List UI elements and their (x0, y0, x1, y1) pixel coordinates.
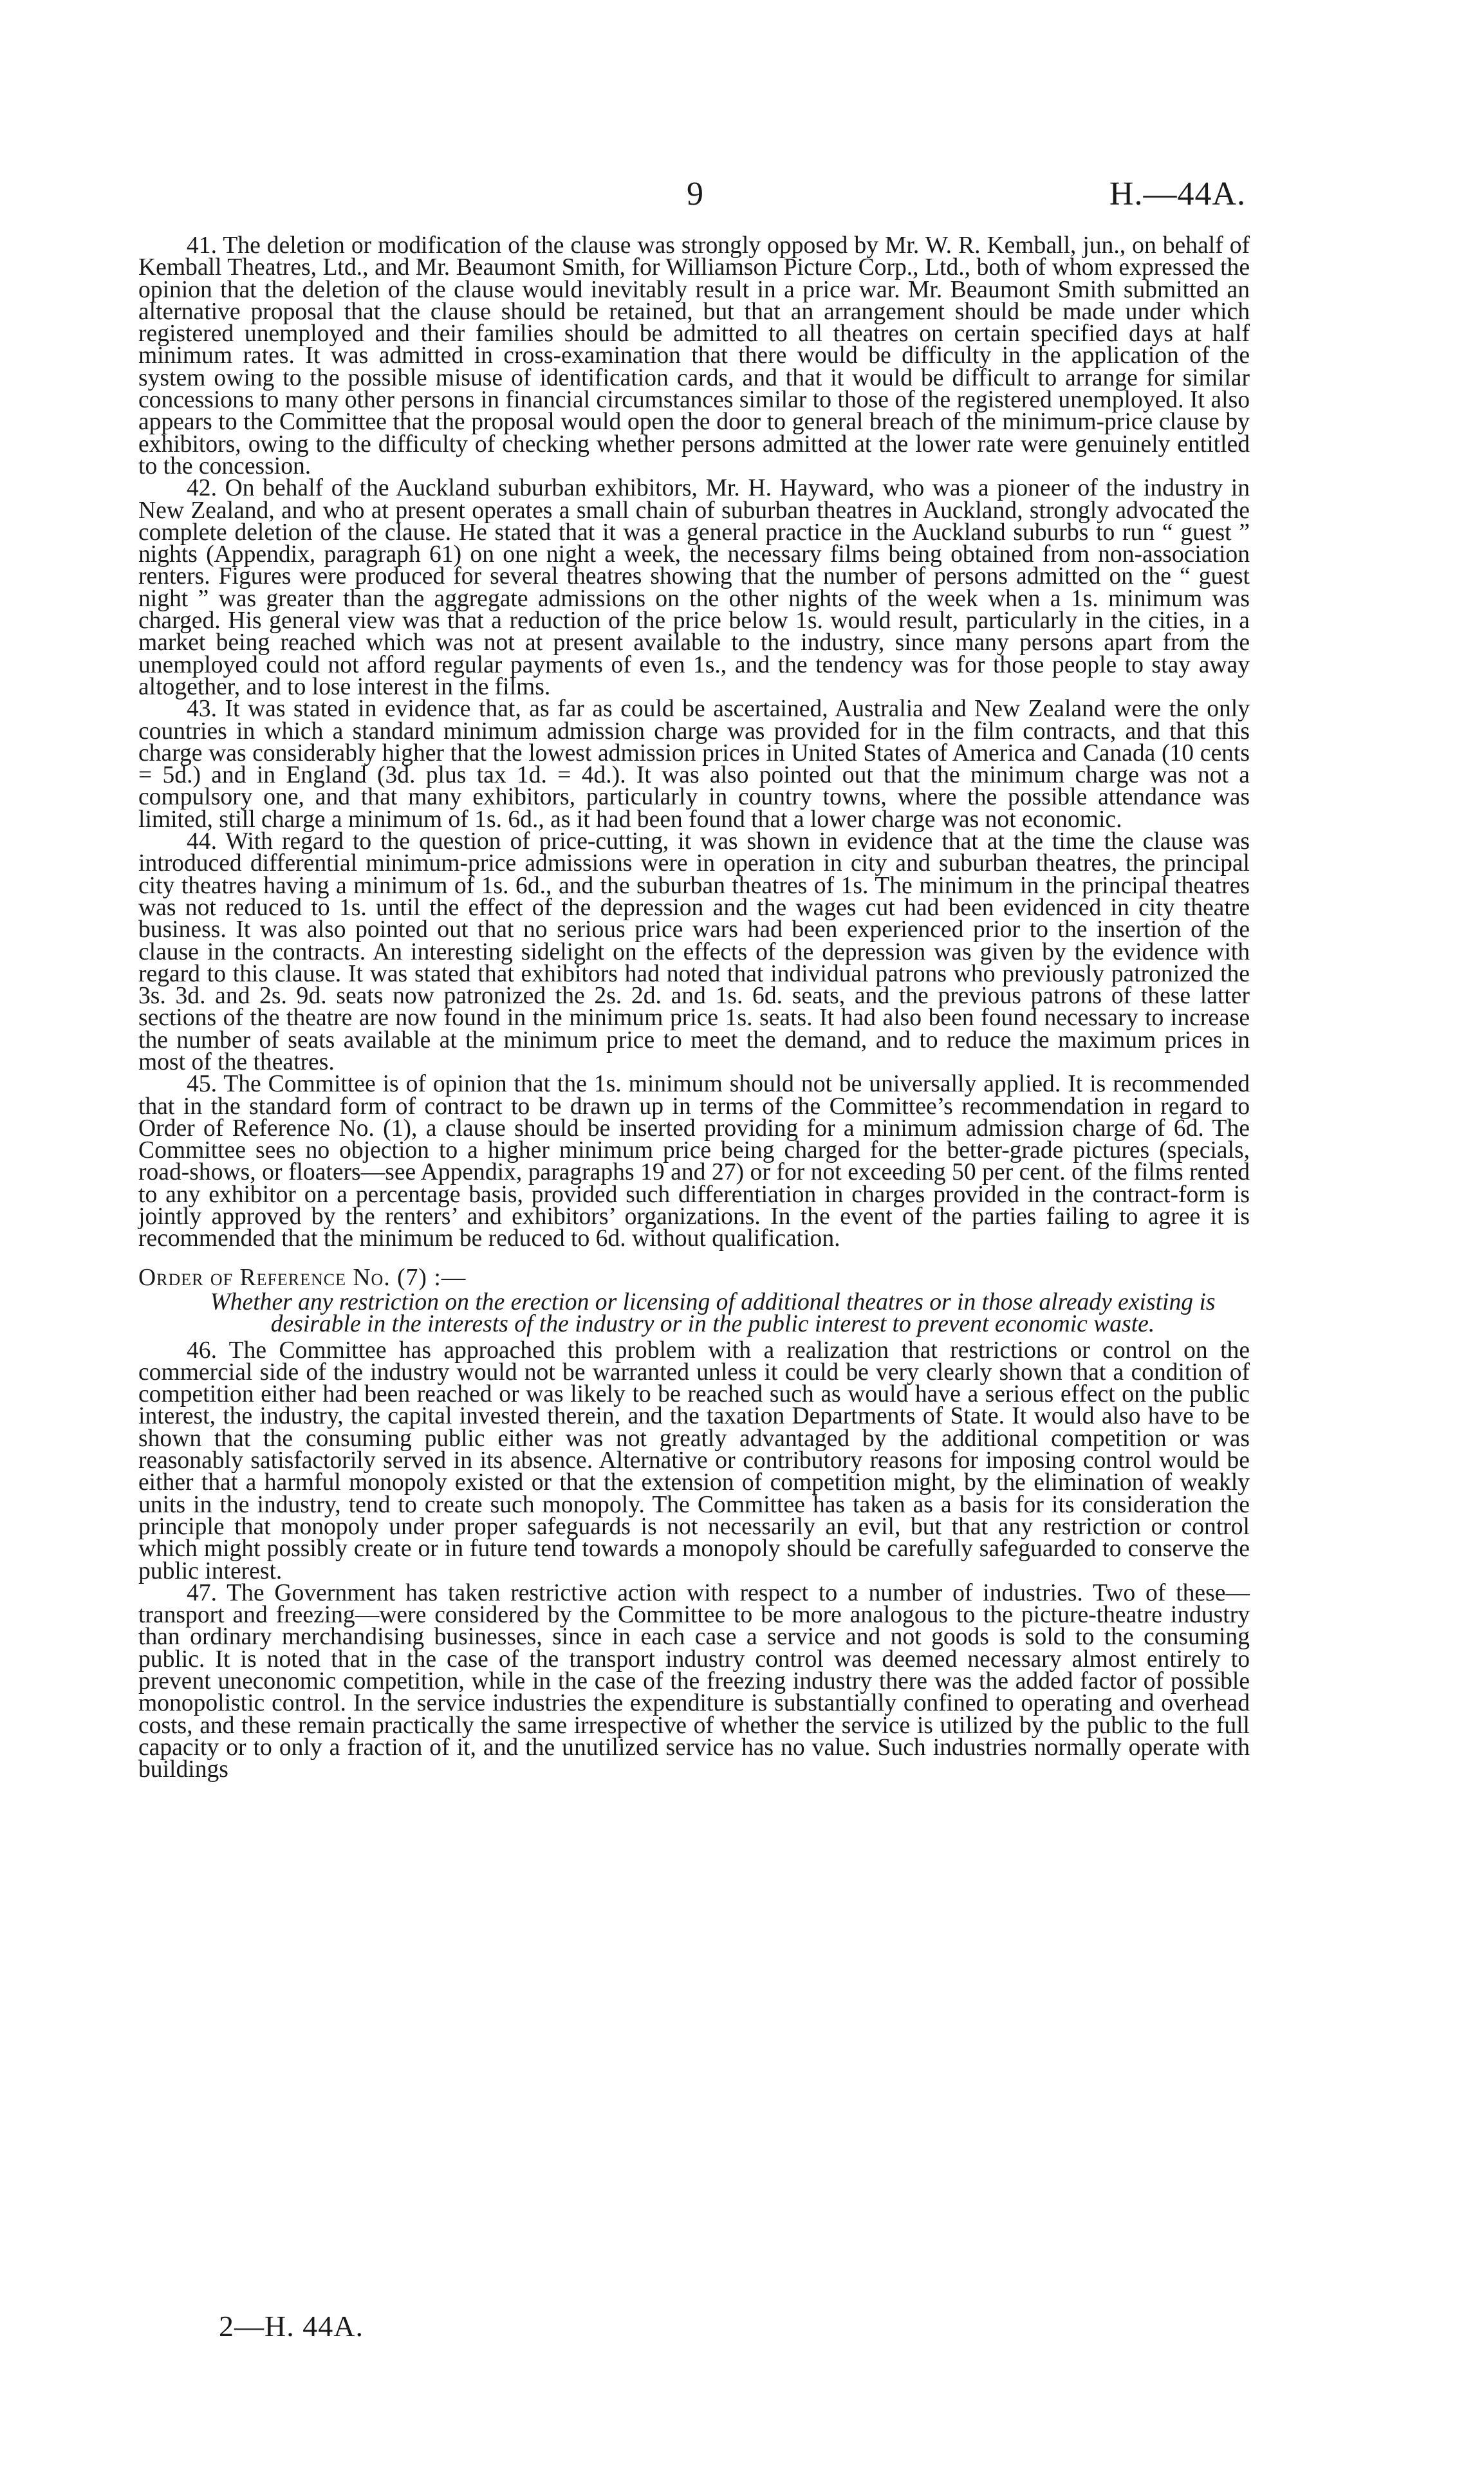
paragraph-46: 46. The Committee has approached this problem with a realization that restrictions or control on the commercial side of the industry would not be warranted unless it could be very clearly shown that a condition of competition either had been reached or was likely to be reached such as would have a serious effect on the public interest, the industry, the capital invested therein, and the taxation Departments of State. It would also have to be shown that the consuming public either was not greatly advantaged by the additional competition or was reasonably satisfactorily served in its absence. Alternative or contributory reasons for imposing control would be either that a harmful monopoly existed or that the extension of competition might, by the elimination of weakly units in the industry, tend to create such monopoly. The Committee has taken as a basis for its consideration the principle that monopoly under proper safeguards is not necessarily an evil, but that any restriction or control which might possibly create or in future tend towards a monopoly should be carefully safeguarded to conserve the public interest. (138, 1337, 1250, 1584)
document-body (138, 232, 1250, 1783)
paragraph-43: 43. It was stated in evidence that, as far as could be ascertained, Australia and New Zealand were the only countries in which a standard minimum admission charge was provided for in the film contracts, and that this charge was considerably higher that the lowest admission prices in United States of America and Canada (10 cents = 5d.) and in England (3d. plus tax 1d. = 4d.). It was also pointed out that the minimum charge was not a compulsory one, and that many exhibitors, particularly in country towns, where the possible attendance was limited, still charge a minimum of 1s. 6d., as it had been found that a lower charge was not economic. (138, 696, 1250, 833)
page-footer-signature: 2—H. 44A. (219, 2310, 364, 2342)
paragraph-45: 45. The Committee is of opinion that the 1s. minimum should not be universally applied. It is recommended that in the standard form of contract to be drawn up in terms of the Committee’s recommendation in regard to Order of Reference No. (1), a clause should be inserted providing for a minimum admission charge of 6d. The Committee sees no objection to a higher minimum price being charged for the better-grade pictures (specials, road-shows, or floaters—see Appendix, paragraphs 19 and 27) or for not exceeding 50 per cent. of the films rented to any exhibitor on a percentage basis, provided such differentiation in charges provided in the contract-form is jointly approved by the renters’ and exhibitors’ organizations. In the event of the parties failing to agree it is recommended that the minimum be reduced to 6d. without qualification. (138, 1071, 1250, 1252)
order-of-reference-question: Whether any restriction on the erection or licensing of additional theatres or in those already existing is desirable in the interests of the industry or in the public interest to prevent economic waste. (210, 1288, 1216, 1338)
page-header (0, 169, 1484, 220)
paragraph-44: 44. With regard to the question of price-cutting, it was shown in evidence that at the time the clause was introduced differential minimum-price admissions were in operation in city and suburban theatres, the principal city theatres having a minimum of 1s. 6d., and the suburban theatres of 1s. The minimum in the principal theatres was not reduced to 1s. until the effect of the depression and the wages cut had been evidenced in city theatre business. It was also pointed out that no serious price wars had been experienced prior to the insertion of the clause in the contracts. An interesting sidelight on the effects of the depression was given by the evidence with regard to this clause. It was stated that exhibitors had noted that individual patrons who previously patronized the 3s. 3d. and 2s. 9d. seats now patronized the 2s. 2d. and 1s. 6d. seats, and the previous patrons of these latter sections of the theatre are now found in the minimum price 1s. seats. It had also been found necessary to increase the number of seats available at the minimum price to meet the demand, and to reduce the maximum prices in most of the theatres. (138, 828, 1250, 1075)
page-number: 9 (687, 176, 703, 212)
paragraph-41: 41. The deletion or modification of the clause was strongly opposed by Mr. W. R. Kemball, jun., on behalf of Kemball Theatres, Ltd., and Mr. Beaumont Smith, for Williamson Picture Corp., Ltd., both of whom expressed the opinion that the deletion of the clause would inevitably result in a price war. Mr. Beaumont Smith submitted an alternative proposal that the clause should be retained, but that an arrangement should be made under which registered unemployed and their families should be admitted to all theatres on certain specified days at half minimum rates. It was admitted in cross-examination that there would be difficulty in the application of the system owing to the possible misuse of identification cards, and that it would be difficult to arrange for similar concessions to many other persons in financial circumstances similar to those of the registered unemployed. It also appears to the Committee that the proposal would open the door to general breach of the minimum-price clause by exhibitors, owing to the difficulty of checking whether persons admitted at the lower rate were genuinely entitled to the concession. (138, 232, 1250, 479)
paragraph-47: 47. The Government has taken restrictive action with respect to a number of industries. Two of these—transport and freezing—were considered by the Committee to be more analogous to the picture-theatre industry than ordinary merchandising businesses, since in each case a service and not goods is sold to the consuming public. It is noted that in the case of the transport industry control was deemed necessary almost entirely to prevent uneconomic competition, while in the case of the freezing industry there was the added factor of possible monopolistic control. In the service industries the expenditure is substantially confined to operating and overhead costs, and these remain practically the same irrespective of whether the service is utilized by the public to the full capacity or to only a fraction of it, and the unutilized service has no value. Such industries normally operate with buildings (138, 1579, 1250, 1783)
paragraph-42: 42. On behalf of the Auckland suburban exhibitors, Mr. H. Hayward, who was a pioneer of the industry in New Zealand, and who at present operates a small chain of suburban theatres in Auckland, strongly advocated the complete deletion of the clause. He stated that it was a general practice in the Auckland suburbs to run “ guest ” nights (Appendix, paragraph 61) on one night a week, the necessary films being obtained from non-association renters. Figures were produced for several theatres showing that the number of persons admitted on the “ guest night ” was greater than the aggregate admissions on the other nights of the week when a 1s. minimum was charged. His general view was that a reduction of the price below 1s. would result, particularly in the cities, in a market being reached which was not at present available to the industry, since many persons apart from the unemployed could not afford regular payments of even 1s., and the tendency was for those people to stay away altogether, and to lose interest in the films. (138, 475, 1250, 700)
order-of-reference-heading: Order of Reference No. (7) :— (138, 1264, 467, 1291)
document-reference: H.—44A. (1109, 176, 1246, 212)
